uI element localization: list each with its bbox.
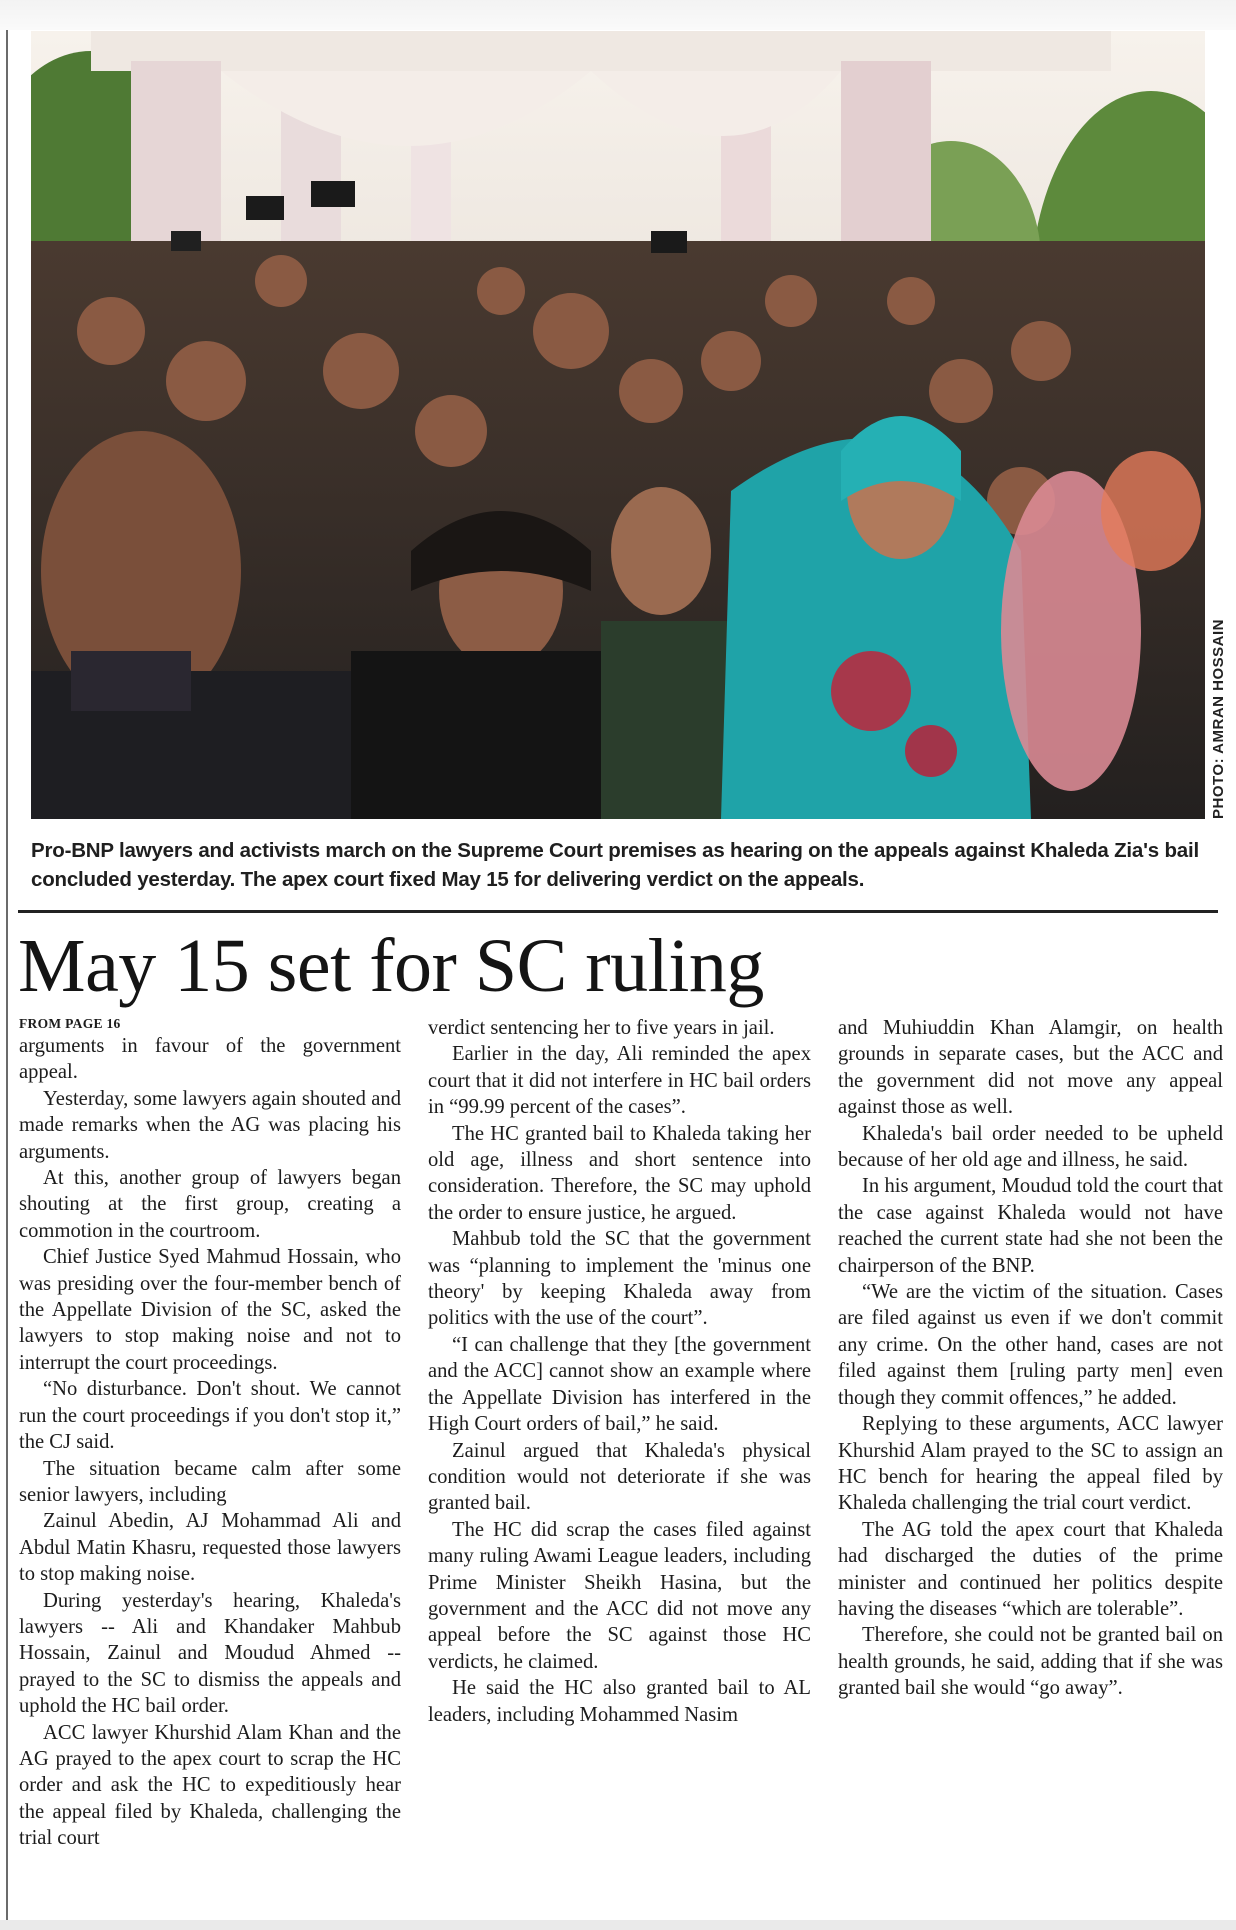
- paragraph: arguments in favour of the government appeal.: [19, 1035, 401, 1084]
- paragraph: During yesterday's hearing, Khaleda's lawyers -- Ali and Khandaker Mahbub Hossain, Zainul and Moudud Ahmed -- prayed to the SC to dismiss the appeals and uphold the HC bail order.: [19, 1589, 401, 1718]
- paragraph: The HC did scrap the cases filed against many ruling Awami League leaders, including Prime Minister Sheikh Hasina, but the government and the ACC did not move any appeal before the SC against those HC verdicts, he claimed.: [428, 1518, 811, 1673]
- paragraph: “No disturbance. Don't shout. We cannot run the court proceedings if you don't stop it,” the CJ said.: [19, 1378, 401, 1454]
- paragraph: Yesterday, some lawyers again shouted and made remarks when the AG was placing his arguments.: [19, 1087, 401, 1163]
- paragraph: Replying to these arguments, ACC lawyer Khurshid Alam prayed to the SC to assign an HC bench for hearing the appeal filed by Khaleda challenging the trial court verdict.: [838, 1413, 1223, 1515]
- paragraph: Mahbub told the SC that the government was “planning to implement the 'minus one theory' by keeping Khaleda away from politics with the use of the court”.: [428, 1228, 811, 1330]
- paragraph: At this, another group of lawyers began shouting at the first group, creating a commotion in the courtroom.: [19, 1167, 401, 1242]
- paragraph: The HC granted bail to Khaleda taking her old age, illness and short sentence into consideration. Therefore, the SC may uphold the order to ensure justice, he argued.: [428, 1122, 811, 1224]
- paragraph: He said the HC also granted bail to AL leaders, including Mohammed Nasim: [428, 1677, 811, 1726]
- paragraph: verdict sentencing her to five years in jail.: [428, 1017, 775, 1039]
- paragraph: Earlier in the day, Ali reminded the apex court that it did not interfere in HC bail orders in “99.99 percent of the cases”.: [428, 1043, 811, 1119]
- article-column-2: [428, 1015, 811, 1915]
- paragraph: The situation became calm after some senior lawyers, including: [19, 1457, 401, 1506]
- paragraph: Chief Justice Syed Mahmud Hossain, who was presiding over the four-member bench of the Appellate Division of the SC, asked the lawyers to stop making noise and not to interrupt the court proceedings.: [19, 1246, 401, 1374]
- paragraph: ACC lawyer Khurshid Alam Khan and the AG prayed to the apex court to scrap the HC order and ask the HC to expeditiously hear the appeal filed by Khaleda, challenging the trial court: [19, 1721, 401, 1850]
- article-column-1: [19, 1015, 401, 1915]
- paragraph: Zainul argued that Khaleda's physical condition would not deteriorate if she was granted bail.: [428, 1439, 811, 1515]
- article-headline: May 15 set for SC ruling: [18, 924, 764, 1008]
- paragraph: and Muhiuddin Khan Alamgir, on health grounds in separate cases, but the ACC and the government did not move any appeal against those as well.: [838, 1017, 1223, 1119]
- page-left-rule: [6, 30, 8, 1920]
- photo-scene: [31, 31, 1205, 819]
- paragraph: Therefore, she could not be granted bail on health grounds, he said, adding that if she was granted bail she would “go away”.: [838, 1624, 1223, 1700]
- page-top-margin: [0, 0, 1236, 30]
- news-photo: [31, 31, 1205, 819]
- paragraph: Khaleda's bail order needed to be upheld because of her old age and illness, he said.: [838, 1122, 1223, 1172]
- paragraph: The AG told the apex court that Khaleda had discharged the duties of the prime minister and continued her politics despite having the diseases “which are tolerable”.: [838, 1518, 1223, 1620]
- page-bottom-margin: [0, 1920, 1236, 1930]
- paragraph: “I can challenge that they [the government and the ACC] cannot show an example where the Appellate Division has interfered in the High Court orders of bail,” he said.: [428, 1333, 811, 1436]
- paragraph: In his argument, Moudud told the court that the case against Khaleda would not have reached the current state had she not been the chairperson of the BNP.: [838, 1175, 1223, 1277]
- article-column-3: [838, 1015, 1223, 1915]
- photo-caption: Pro-BNP lawyers and activists march on the Supreme Court premises as hearing on the appeals against Khaleda Zia's bail concluded yesterday. The apex court fixed May 15 for delivering verdict on the appeals.: [31, 839, 1199, 891]
- continued-from-label: FROM PAGE 16: [19, 1016, 121, 1031]
- paragraph: Zainul Abedin, AJ Mohammad Ali and Abdul Matin Khasru, requested those lawyers to stop making noise.: [19, 1510, 401, 1586]
- paragraph: “We are the victim of the situation. Cases are filed against us even if we don't commit any crime. On the other hand, cases are not filed against them [ruling party men] even though they commit offences,” he added.: [838, 1281, 1223, 1409]
